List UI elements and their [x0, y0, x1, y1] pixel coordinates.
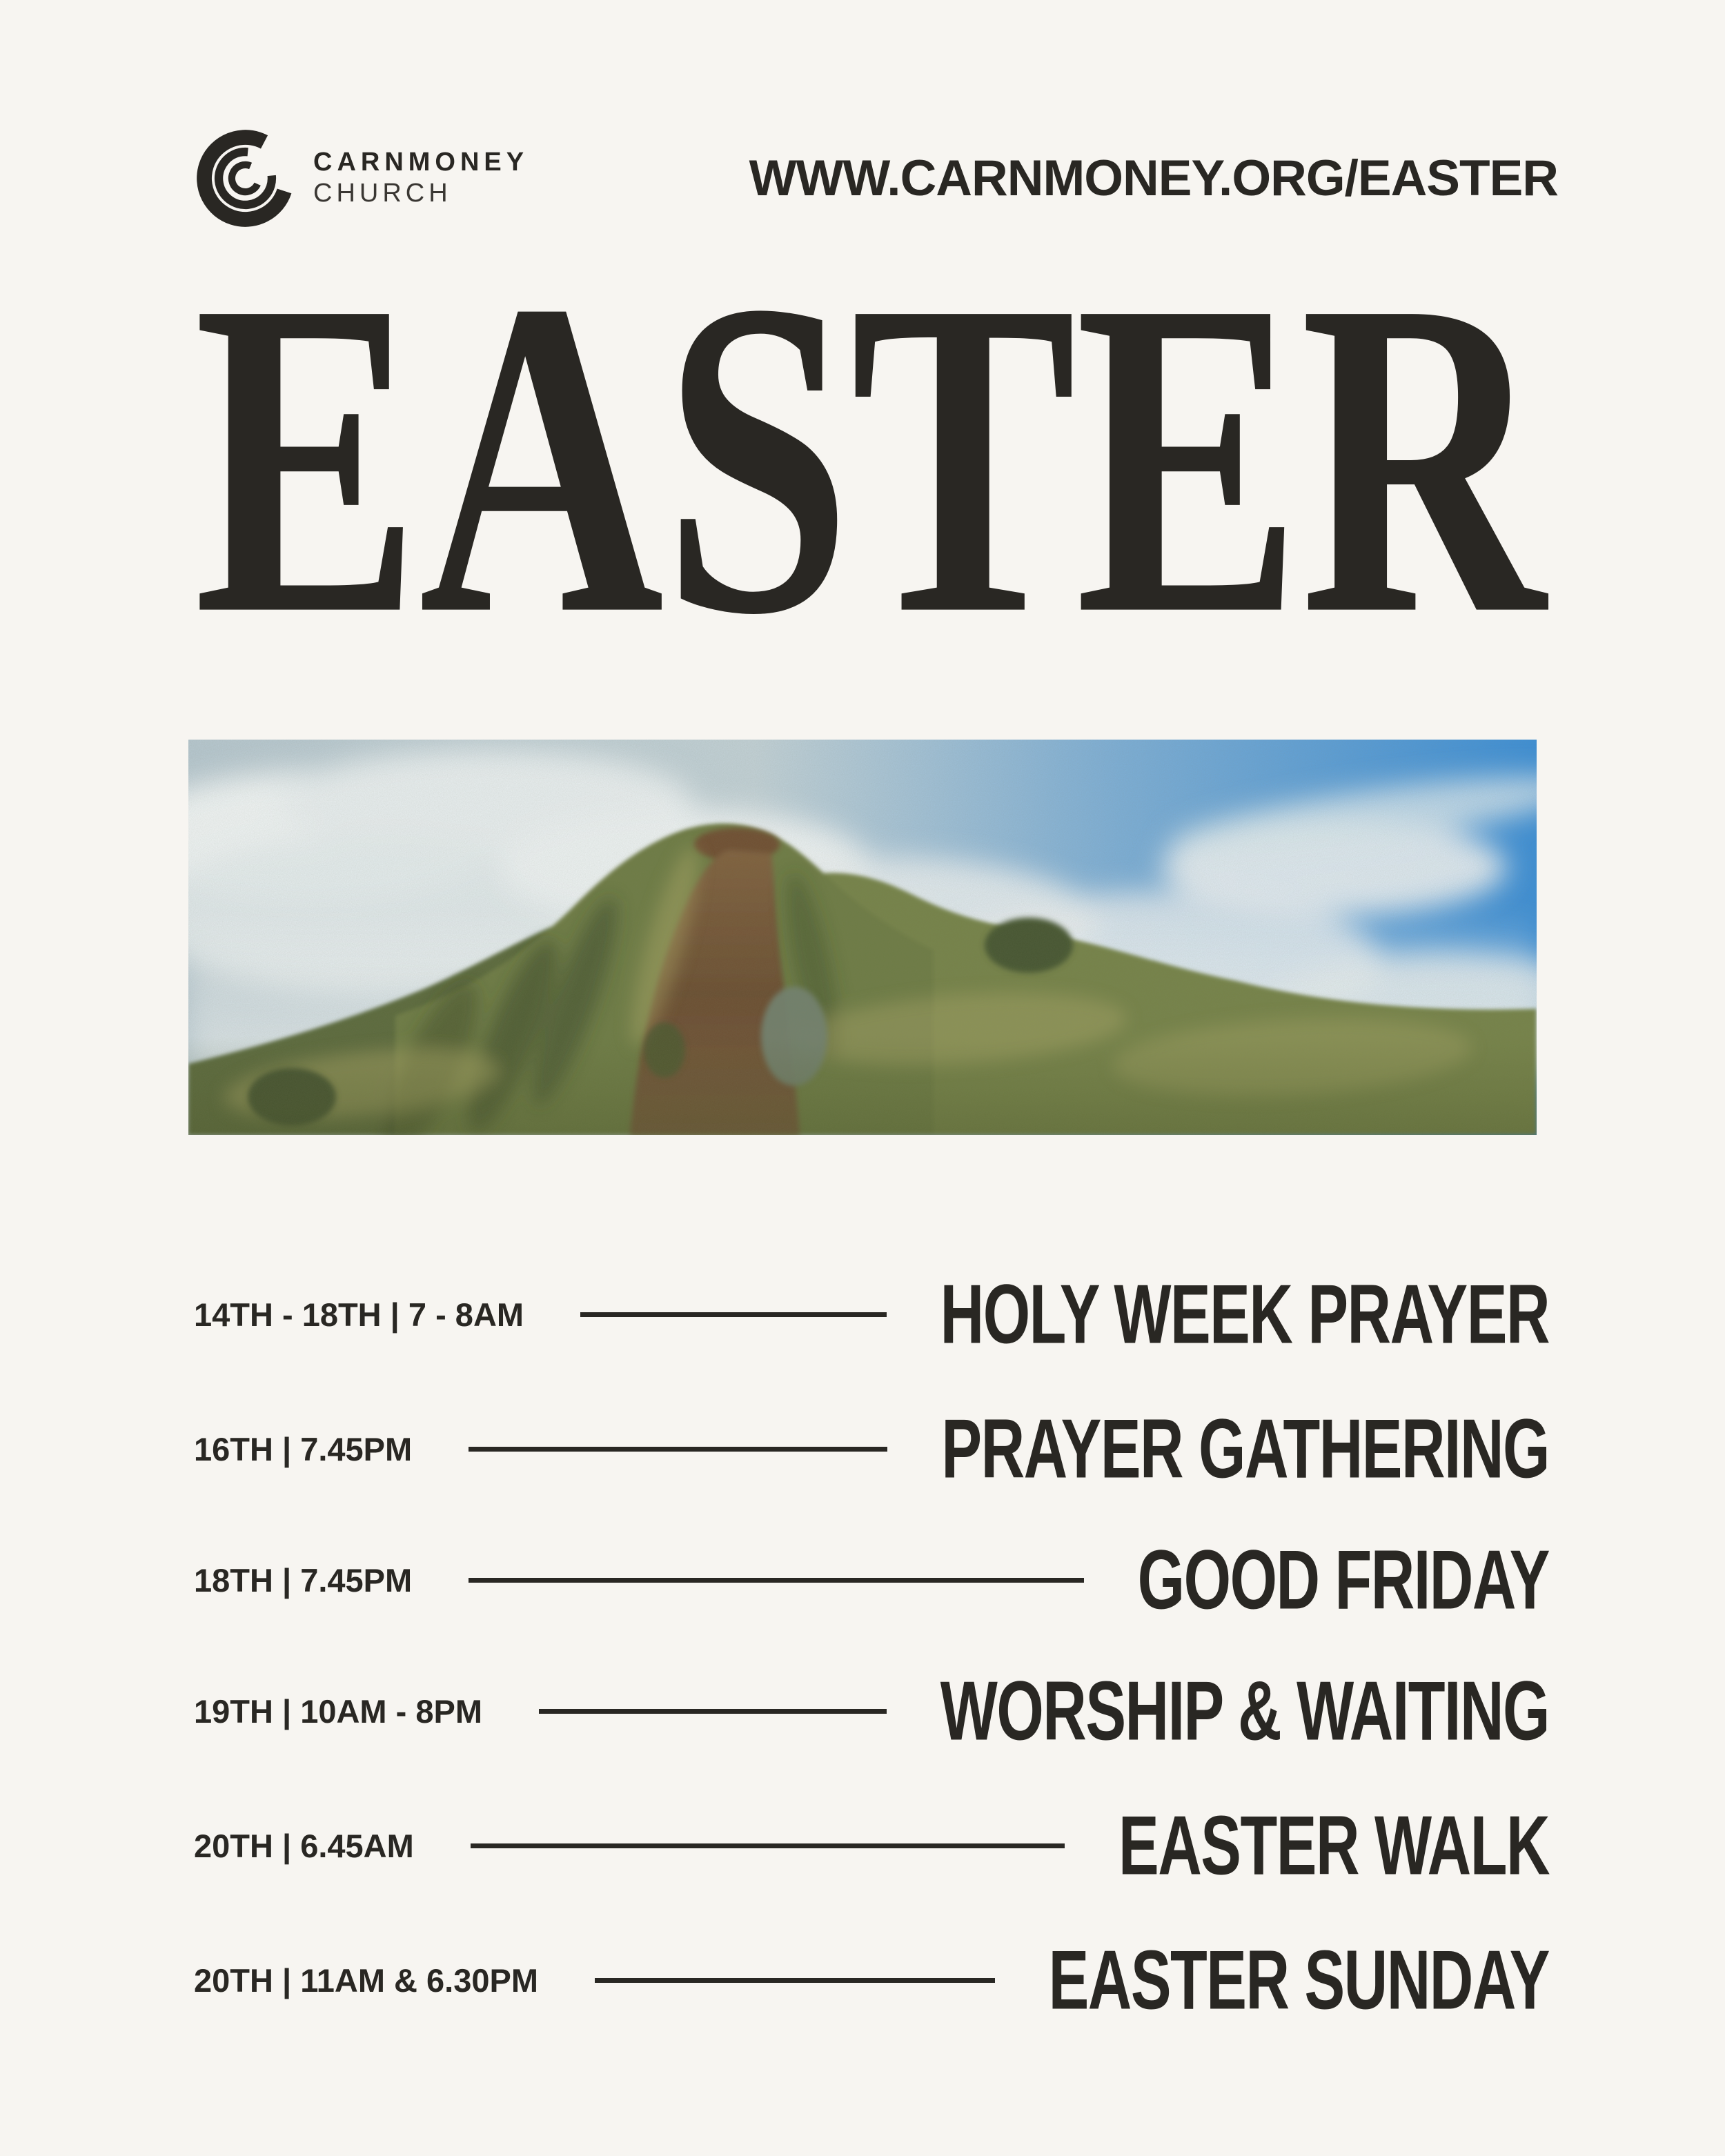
schedule-row [194, 1663, 1549, 1759]
connector-line [471, 1843, 1065, 1848]
connector-line [580, 1312, 887, 1317]
event-datetime: 18TH | 7.45PM [194, 1561, 413, 1599]
logo-subname: CHURCH [313, 179, 452, 208]
connector-line [595, 1978, 995, 1983]
event-datetime: 19TH | 10AM - 8PM [194, 1692, 482, 1730]
grassy-hills-photo [188, 740, 1537, 1135]
event-title: PRAYER GATHERING [941, 1401, 1549, 1496]
schedule-row [194, 1266, 1549, 1363]
website-url: WWW.CARNMONEY.ORG/EASTER [749, 150, 1558, 206]
event-datetime: 16TH | 7.45PM [194, 1430, 413, 1467]
easter-headline: EASTER [194, 208, 1544, 708]
event-datetime: 20TH | 11AM & 6.30PM [194, 1961, 539, 1999]
connector-line [469, 1578, 1084, 1583]
logo-wordmark [313, 147, 529, 209]
schedule-row [194, 1532, 1549, 1628]
schedule-row [194, 1797, 1549, 1894]
schedule-row [194, 1401, 1549, 1497]
photo-grain [188, 740, 1537, 1135]
event-title: WORSHIP & WAITING [940, 1663, 1549, 1758]
connector-line [469, 1447, 887, 1452]
event-title: EASTER SUNDAY [1048, 1932, 1549, 2027]
connector-line [539, 1709, 887, 1714]
event-datetime: 14TH - 18TH | 7 - 8AM [194, 1296, 524, 1333]
event-datetime: 20TH | 6.45AM [194, 1827, 414, 1864]
event-title: EASTER WALK [1118, 1798, 1549, 1892]
event-title: HOLY WEEK PRAYER [940, 1267, 1549, 1361]
event-title: GOOD FRIDAY [1137, 1532, 1549, 1627]
schedule-row [194, 1932, 1549, 2028]
logo-name: CARNMONEY [313, 148, 529, 177]
